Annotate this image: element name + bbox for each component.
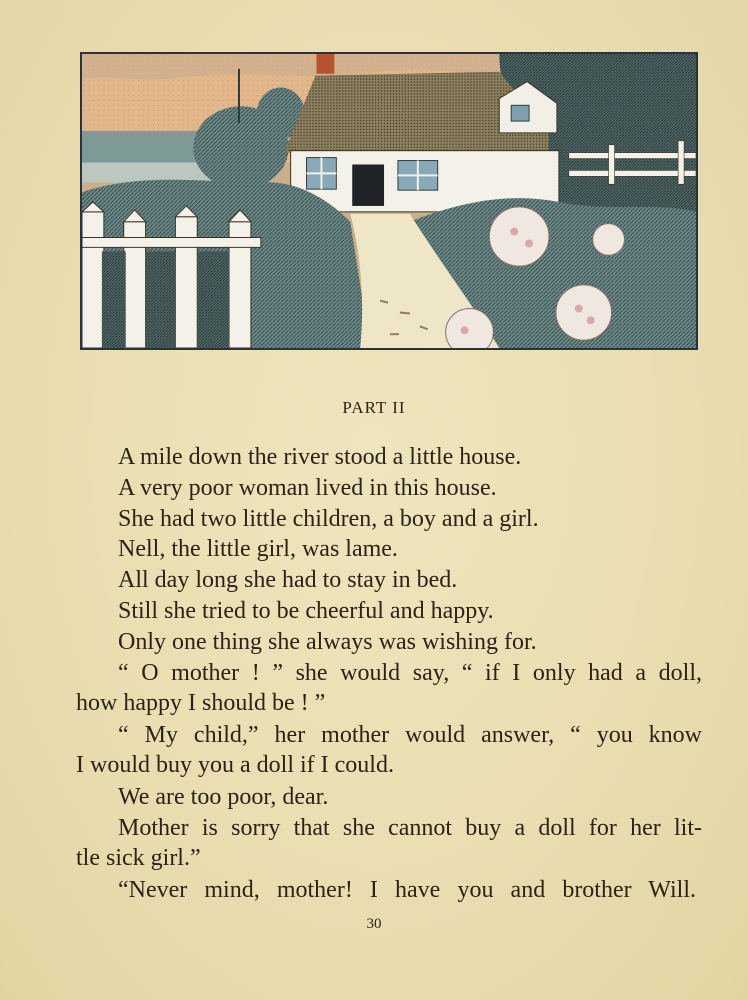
cottage-picture: [82, 54, 696, 348]
text-line: Still she tried to be cheerful and happy.: [118, 598, 494, 624]
text-line: A mile down the river stood a little house.: [118, 444, 522, 470]
text-line: We are too poor, dear.: [118, 784, 329, 810]
text-line: Nell, the little girl, was lame.: [118, 536, 398, 562]
door: [352, 164, 384, 205]
text-line: “ My child,” her mother would answer, “ you know: [118, 722, 702, 748]
chimney: [316, 54, 334, 74]
part-heading: PART II: [342, 398, 406, 417]
text-line: how happy I should be ! ”: [76, 690, 326, 716]
text-line: A very poor woman lived in this house.: [118, 475, 497, 501]
text-line: All day long she had to stay in bed.: [118, 567, 458, 593]
text-line: tle sick girl.”: [76, 845, 201, 871]
text-line: Only one thing she always was wishing for.: [118, 629, 537, 655]
page-number: 30: [366, 916, 382, 932]
text-line: She had two little children, a boy and a girl.: [118, 506, 539, 532]
text-line: Mother is sorry that she cannot buy a doll for her lit-: [118, 815, 702, 841]
text-line: “ O mother ! ” she would say, “ if I only had a doll,: [118, 660, 702, 686]
cottage-illustration: [80, 52, 698, 350]
text-line: “Never mind, mother! I have you and brother Will.: [118, 877, 696, 903]
text-line: I would buy you a doll if I could.: [76, 752, 394, 778]
